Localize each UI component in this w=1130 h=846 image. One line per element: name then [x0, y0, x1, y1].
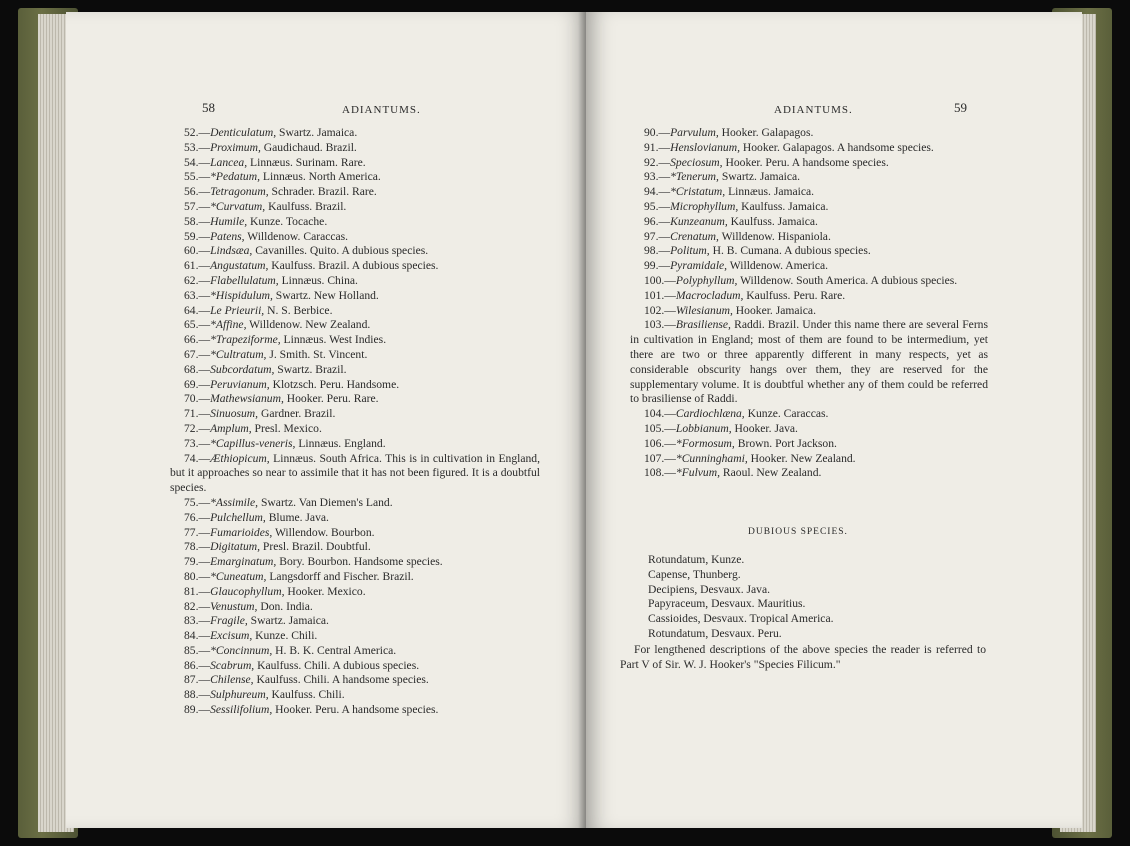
species-details: Presl. Brazil. Doubtful.	[260, 540, 371, 554]
species-details: Thunberg.	[690, 567, 741, 581]
entry-number: 92.	[644, 155, 659, 169]
species-entry: 77.—Fumarioides, Willendow. Bourbon.	[184, 525, 375, 539]
species-name: Decipiens,	[648, 582, 698, 596]
species-details: J. Smith. St. Vincent.	[266, 347, 368, 361]
species-entry: 86.—Scabrum, Kaulfuss. Chili. A dubious species.	[184, 658, 420, 672]
species-entry: 93.—*Tenerum, Swartz. Jamaica.	[644, 170, 801, 184]
entry-number: 70.	[184, 392, 199, 406]
species-details: Gaudichaud. Brazil.	[260, 140, 357, 154]
page-number-right: 59	[954, 100, 967, 115]
species-details: Linnæus. North America.	[260, 170, 381, 184]
species-name: Politum,	[670, 244, 710, 258]
species-name: *Trapeziforme,	[210, 333, 281, 347]
entry-number: 108.	[644, 466, 665, 480]
entry-number: 99.	[644, 259, 659, 273]
entry-number: 79.	[184, 555, 199, 569]
species-details: Willdenow. Caraccas.	[244, 229, 349, 243]
species-details: Kaulfuss. Brazil.	[265, 199, 347, 213]
species-entry: 66.—*Trapeziforme, Linnæus. West Indies.	[184, 333, 387, 347]
species-name: *Assimile,	[210, 495, 259, 509]
species-entry: 105.—Lobbianum, Hooker. Java.	[644, 421, 798, 435]
entry-number: 59.	[184, 229, 199, 243]
species-details: Klotzsch. Peru. Handsome.	[269, 377, 400, 391]
species-name: Tetragonum,	[210, 185, 269, 199]
entry-number: 105.	[644, 421, 665, 435]
entry-number: 86.	[184, 658, 199, 672]
entry-number: 71.	[184, 407, 199, 421]
species-entry: 62.—Flabellulatum, Linnæus. China.	[184, 273, 358, 287]
species-details: Gardner. Brazil.	[258, 407, 336, 421]
species-name: Denticulatum,	[210, 126, 277, 139]
species-details: Willdenow. New Zealand.	[246, 318, 371, 332]
species-details: Kunze. Chili.	[252, 629, 318, 643]
species-details: Raddi. Brazil. Under this name there are several Ferns in cultivation in England; most of them are found to be intermedium, yet there are two or three apparently different in many respects, yet as considerable obscurity hangs over them, they are reserved for the supplementary volume. It is doubtful whether any of them could be referred to brasiliense of Raddi.	[630, 318, 988, 406]
species-name: Angustatum,	[210, 259, 269, 273]
species-entry: 90.—Parvulum, Hooker. Galapagos.	[644, 126, 814, 139]
species-name: Mathewsianum,	[210, 392, 284, 406]
species-entry: 58.—Humile, Kunze. Tocache.	[184, 214, 328, 228]
species-entry	[634, 597, 984, 612]
entry-number: 107.	[644, 451, 665, 465]
entry-number: 80.	[184, 569, 199, 583]
species-list-right	[630, 126, 988, 481]
species-details: Desvaux. Peru.	[708, 626, 782, 640]
species-details: Hooker. Jamaica.	[732, 303, 816, 317]
entry-number: 94.	[644, 185, 659, 199]
species-name: Emarginatum,	[210, 555, 277, 569]
entry-number: 53.	[184, 140, 199, 154]
species-name: Crenatum,	[670, 229, 719, 243]
species-details: Kunze.	[708, 553, 745, 566]
species-name: Flabellulatum,	[210, 273, 279, 287]
entry-number: 95.	[644, 199, 659, 213]
species-details: Kaulfuss. Jamaica.	[738, 199, 829, 213]
entry-number: 106.	[644, 436, 665, 450]
species-details: Hooker. Galapagos. A handsome species.	[739, 140, 934, 154]
species-name: Venustum,	[210, 599, 258, 613]
species-entry: 100.—Polyphyllum, Willdenow. South America. A dubious species.	[644, 273, 958, 287]
species-entry: 70.—Mathewsianum, Hooker. Peru. Rare.	[184, 392, 379, 406]
species-name: Lindsæa,	[210, 244, 253, 258]
species-details: Kaulfuss. Chili. A dubious species.	[254, 658, 420, 672]
species-entry: 78.—Digitatum, Presl. Brazil. Doubtful.	[184, 540, 371, 554]
species-name: *Concinnum,	[210, 643, 273, 657]
species-entry: 72.—Amplum, Presl. Mexico.	[184, 421, 322, 435]
species-entry: 94.—*Cristatum, Linnæus. Jamaica.	[644, 185, 815, 199]
species-name: Le Prieurii,	[210, 303, 265, 317]
species-entry: 103.—Brasiliense, Raddi. Brazil. Under this name there are several Ferns in cultivation in England; most of them are found to be intermedium, yet there are two or three apparently different in many respects, yet as considerable obscurity hangs over them, they are reserved for the supplementary volume. It is doubtful whether any of them could be referred to brasiliense of Raddi.	[630, 318, 988, 406]
species-name: *Fulvum,	[675, 466, 721, 480]
species-details: Hooker. New Zealand.	[747, 451, 856, 465]
species-entry	[634, 553, 984, 568]
species-entry: 85.—*Concinnum, H. B. K. Central America.	[184, 643, 397, 657]
species-entry	[634, 568, 984, 583]
species-details: Cavanilles. Quito. A dubious species.	[252, 244, 429, 258]
species-name: Scabrum,	[210, 658, 255, 672]
entry-number: 75.	[184, 495, 199, 509]
species-name: Papyraceum,	[648, 597, 709, 611]
species-details: Presl. Mexico.	[251, 421, 322, 435]
species-name: Rotundatum,	[648, 553, 709, 566]
entry-number: 93.	[644, 170, 659, 184]
entry-number: 63.	[184, 288, 199, 302]
entry-number: 84.	[184, 629, 199, 643]
entry-number: 82.	[184, 599, 199, 613]
species-name: Sessilifolium,	[210, 703, 273, 717]
species-details: Swartz. New Holland.	[272, 288, 379, 302]
entry-number: 85.	[184, 643, 199, 657]
species-entry: 82.—Venustum, Don. India.	[184, 599, 313, 613]
entry-number: 60.	[184, 244, 199, 258]
entry-number: 68.	[184, 362, 199, 376]
species-name: Kunzeanum,	[670, 214, 728, 228]
species-name: Glaucophyllum,	[210, 584, 285, 598]
species-entry: 61.—Angustatum, Kaulfuss. Brazil. A dubious species.	[184, 259, 439, 273]
species-name: Fragile,	[210, 614, 248, 628]
species-name: Lobbianum,	[675, 421, 732, 435]
species-details: Kaulfuss. Brazil. A dubious species.	[268, 259, 439, 273]
species-name: Pyramidale,	[670, 259, 728, 273]
running-header-right: ADIANTUMS.	[774, 104, 853, 116]
species-entry: 76.—Pulchellum, Blume. Java.	[184, 510, 329, 524]
entry-number: 102.	[644, 303, 665, 317]
species-name: Peruvianum,	[210, 377, 270, 391]
species-details: Kaulfuss. Jamaica.	[727, 214, 818, 228]
entry-number: 103.	[644, 318, 665, 332]
species-entry: 95.—Microphyllum, Kaulfuss. Jamaica.	[644, 199, 829, 213]
species-entry: 56.—Tetragonum, Schrader. Brazil. Rare.	[184, 185, 377, 199]
species-entry: 87.—Chilense, Kaulfuss. Chili. A handsome species.	[184, 673, 429, 687]
entry-number: 64.	[184, 303, 199, 317]
species-entry: 55.—*Pedatum, Linnæus. North America.	[184, 170, 381, 184]
species-name: Capense,	[648, 567, 691, 581]
species-name: *Cunninghami,	[675, 451, 748, 465]
species-details: Willdenow. America.	[727, 259, 829, 273]
left-page	[66, 12, 586, 828]
entry-number: 97.	[644, 229, 659, 243]
species-name: Digitatum,	[210, 540, 261, 554]
species-entry: 52.—Denticulatum, Swartz. Jamaica.	[184, 126, 358, 139]
species-details: Hooker. Peru. A handsome species.	[272, 703, 439, 717]
entry-number: 74.	[184, 451, 199, 465]
species-entry: 69.—Peruvianum, Klotzsch. Peru. Handsome.	[184, 377, 400, 391]
species-details: Desvaux. Tropical America.	[700, 612, 834, 626]
entry-number: 78.	[184, 540, 199, 554]
species-entry: 63.—*Hispidulum, Swartz. New Holland.	[184, 288, 379, 302]
species-details: Kaulfuss. Peru. Rare.	[743, 288, 846, 302]
species-details: Kunze. Tocache.	[247, 214, 328, 228]
species-entry: 71.—Sinuosum, Gardner. Brazil.	[184, 407, 336, 421]
species-details: Willendow. Bourbon.	[272, 525, 375, 539]
species-entry: 73.—*Capillus-veneris, Linnæus. England.	[184, 436, 386, 450]
entry-number: 62.	[184, 273, 199, 287]
species-entry: 96.—Kunzeanum, Kaulfuss. Jamaica.	[644, 214, 818, 228]
species-entry: 104.—Cardiochlæna, Kunze. Caraccas.	[644, 407, 829, 421]
species-entry: 53.—Proximum, Gaudichaud. Brazil.	[184, 140, 357, 154]
species-details: Hooker. Peru. A handsome species.	[722, 155, 889, 169]
species-details: Hooker. Peru. Rare.	[283, 392, 379, 406]
species-name: Henslovianum,	[670, 140, 740, 154]
species-entry: 79.—Emarginatum, Bory. Bourbon. Handsome species.	[184, 555, 443, 569]
entry-number: 65.	[184, 318, 199, 332]
species-entry: 67.—*Cultratum, J. Smith. St. Vincent.	[184, 347, 368, 361]
species-entry: 101.—Macrocladum, Kaulfuss. Peru. Rare.	[644, 288, 846, 302]
entry-number: 91.	[644, 140, 659, 154]
species-name: Sulphureum,	[210, 688, 269, 702]
species-entry: 64.—Le Prieurii, N. S. Berbice.	[184, 303, 333, 317]
entry-number: 76.	[184, 510, 199, 524]
entry-number: 83.	[184, 614, 199, 628]
species-entry: 102.—Wilesianum, Hooker. Jamaica.	[644, 303, 816, 317]
species-details: Linnæus. Surinam. Rare.	[247, 155, 366, 169]
species-details: Kunze. Caraccas.	[744, 407, 829, 421]
species-name: *Cuneatum,	[210, 569, 267, 583]
entry-number: 104.	[644, 407, 665, 421]
species-name: Sinuosum,	[210, 407, 259, 421]
species-name: *Hispidulum,	[210, 288, 273, 302]
species-details: Swartz. Van Diemen's Land.	[258, 495, 393, 509]
species-details: Hooker. Galapagos.	[718, 126, 814, 139]
entry-number: 96.	[644, 214, 659, 228]
species-entry: 57.—*Curvatum, Kaulfuss. Brazil.	[184, 199, 347, 213]
entry-number: 58.	[184, 214, 199, 228]
species-name: *Capillus-veneris,	[210, 436, 296, 450]
species-entry: 108.—*Fulvum, Raoul. New Zealand.	[644, 466, 822, 480]
entry-number: 72.	[184, 421, 199, 435]
species-entry: 54.—Lancea, Linnæus. Surinam. Rare.	[184, 155, 366, 169]
species-details: Don. India.	[257, 599, 313, 613]
species-entry: 91.—Henslovianum, Hooker. Galapagos. A handsome species.	[644, 140, 934, 154]
species-details: Linnæus. West Indies.	[280, 333, 387, 347]
species-name: Pulchellum,	[210, 510, 266, 524]
species-entry: 75.—*Assimile, Swartz. Van Diemen's Land.	[184, 495, 393, 509]
species-entry: 59.—Patens, Willdenow. Caraccas.	[184, 229, 349, 243]
species-details: Kaulfuss. Chili. A handsome species.	[253, 673, 429, 687]
species-details: Swartz. Jamaica.	[247, 614, 329, 628]
species-entry: 84.—Excisum, Kunze. Chili.	[184, 629, 318, 643]
entry-number: 90.	[644, 126, 659, 139]
species-entry: 98.—Politum, H. B. Cumana. A dubious species.	[644, 244, 871, 258]
species-name: Proximum,	[210, 140, 261, 154]
species-name: Excisum,	[210, 629, 253, 643]
species-name: Lancea,	[210, 155, 248, 169]
species-details: Kaulfuss. Chili.	[268, 688, 345, 702]
species-entry	[634, 612, 984, 627]
species-entry: 80.—*Cuneatum, Langsdorff and Fischer. Brazil.	[184, 569, 414, 583]
entry-number: 52.	[184, 126, 199, 139]
species-entry: 92.—Speciosum, Hooker. Peru. A handsome species.	[644, 155, 889, 169]
entry-number: 69.	[184, 377, 199, 391]
entry-number: 88.	[184, 688, 199, 702]
species-name: *Formosum,	[675, 436, 735, 450]
species-name: Æthiopicum,	[210, 451, 270, 465]
species-name: Subcordatum,	[210, 362, 275, 376]
species-details: Swartz. Brazil.	[274, 362, 347, 376]
species-details: Linnæus. England.	[295, 436, 386, 450]
species-name: *Pedatum,	[210, 170, 261, 184]
species-details: Brown. Port Jackson.	[734, 436, 837, 450]
page-number-left: 58	[202, 100, 215, 115]
entry-number: 67.	[184, 347, 199, 361]
species-details: Bory. Bourbon. Handsome species.	[276, 555, 443, 569]
species-name: Fumarioides,	[210, 525, 273, 539]
entry-number: 56.	[184, 185, 199, 199]
entry-number: 57.	[184, 199, 199, 213]
species-entry: 97.—Crenatum, Willdenow. Hispaniola.	[644, 229, 831, 243]
species-details: H. B. Cumana. A dubious species.	[709, 244, 871, 258]
dubious-species-heading: DUBIOUS SPECIES.	[748, 527, 848, 537]
species-entry: 106.—*Formosum, Brown. Port Jackson.	[644, 436, 837, 450]
species-details: Linnæus. China.	[278, 273, 358, 287]
species-details: Willdenow. South America. A dubious species.	[737, 273, 958, 287]
species-entry	[634, 627, 984, 642]
entry-number: 100.	[644, 273, 665, 287]
species-entry: 88.—Sulphureum, Kaulfuss. Chili.	[184, 688, 345, 702]
species-name: Brasiliense,	[675, 318, 731, 332]
entry-number: 87.	[184, 673, 199, 687]
species-details: Linnæus. South Africa. This is in cultivation in England, but it approaches so near to assimile that it has not been figured. It is a doubtful species.	[170, 451, 540, 495]
species-name: *Affine,	[210, 318, 247, 332]
species-name: Rotundatum,	[648, 626, 709, 640]
entry-number: 61.	[184, 259, 199, 273]
species-name: Cardiochlæna,	[675, 407, 745, 421]
species-name: Macrocladum,	[675, 288, 744, 302]
species-details: H. B. K. Central America.	[272, 643, 397, 657]
species-details: N. S. Berbice.	[264, 303, 333, 317]
species-name: *Cristatum,	[670, 185, 726, 199]
entry-number: 66.	[184, 333, 199, 347]
species-name: Parvulum,	[670, 126, 719, 139]
species-entry: 83.—Fragile, Swartz. Jamaica.	[184, 614, 329, 628]
species-entry: 68.—Subcordatum, Swartz. Brazil.	[184, 362, 347, 376]
species-entry: 99.—Pyramidale, Willdenow. America.	[644, 259, 829, 273]
species-details: Swartz. Jamaica.	[718, 170, 801, 184]
species-name: Humile,	[210, 214, 248, 228]
running-header-left: ADIANTUMS.	[342, 104, 421, 116]
species-name: Chilense,	[210, 673, 254, 687]
species-name: Patens,	[210, 229, 245, 243]
entry-number: 81.	[184, 584, 199, 598]
species-entry: 81.—Glaucophyllum, Hooker. Mexico.	[184, 584, 366, 598]
species-name: *Tenerum,	[670, 170, 719, 184]
species-details: Raoul. New Zealand.	[720, 466, 822, 480]
species-entry: 107.—*Cunninghami, Hooker. New Zealand.	[644, 451, 856, 465]
species-entry: 74.—Æthiopicum, Linnæus. South Africa. This is in cultivation in England, but it approaches so near to assimile that it has not been figured. It is a doubtful species.	[170, 451, 540, 495]
species-details: Hooker. Java.	[731, 421, 798, 435]
entry-number: 89.	[184, 703, 199, 717]
entry-number: 55.	[184, 170, 199, 184]
entry-number: 98.	[644, 244, 659, 258]
species-entry: 60.—Lindsæa, Cavanilles. Quito. A dubious species.	[184, 244, 429, 258]
species-list-left	[170, 126, 540, 718]
entry-number: 77.	[184, 525, 199, 539]
entry-number: 73.	[184, 436, 199, 450]
species-name: Speciosum,	[670, 155, 723, 169]
species-name: Cassioides,	[648, 612, 701, 626]
reference-note: For lengthened descriptions of the above species the reader is referred to Part V of Sir. W. J. Hooker's "Species Filicum."	[620, 643, 986, 671]
species-name: Microphyllum,	[670, 199, 739, 213]
species-name: *Curvatum,	[210, 199, 266, 213]
entry-number: 101.	[644, 288, 665, 302]
species-details: Linnæus. Jamaica.	[725, 185, 815, 199]
species-entry: 89.—Sessilifolium, Hooker. Peru. A handsome species.	[184, 703, 439, 717]
right-page	[586, 12, 1082, 828]
entry-number: 54.	[184, 155, 199, 169]
species-entry	[634, 583, 984, 598]
species-name: Wilesianum,	[675, 303, 733, 317]
species-details: Desvaux. Java.	[697, 582, 771, 596]
species-details: Swartz. Jamaica.	[276, 126, 358, 139]
dubious-species-list	[634, 553, 984, 642]
species-name: *Cultratum,	[210, 347, 267, 361]
species-details: Hooker. Mexico.	[284, 584, 366, 598]
species-details: Langsdorff and Fischer. Brazil.	[266, 569, 414, 583]
species-details: Blume. Java.	[265, 510, 329, 524]
species-name: Polyphyllum,	[675, 273, 738, 287]
species-details: Willdenow. Hispaniola.	[718, 229, 831, 243]
species-entry: 65.—*Affine, Willdenow. New Zealand.	[184, 318, 371, 332]
species-details: Schrader. Brazil. Rare.	[268, 185, 377, 199]
species-name: Amplum,	[210, 421, 252, 435]
species-details: Desvaux. Mauritius.	[708, 597, 806, 611]
